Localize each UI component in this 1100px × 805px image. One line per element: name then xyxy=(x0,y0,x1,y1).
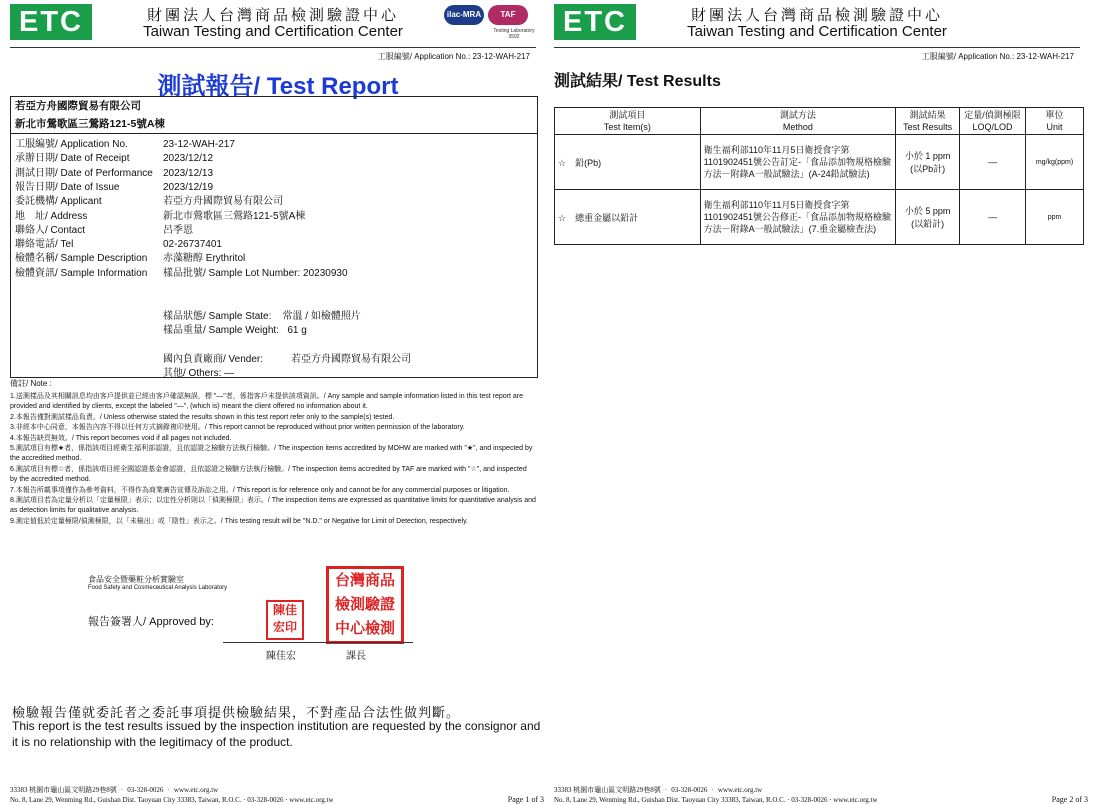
company-address: 新北市鶯歌區三鶯路121-5號A棟 xyxy=(11,115,537,134)
official-seal: 台灣商品檢測驗證中心檢測 xyxy=(326,566,404,644)
cell-method: 衛生福利部110年11月5日衛授食字第1101902451號公告修正-「食品添加物規格檢驗方法－附錄A一般試驗法」(7.重金屬檢查法) xyxy=(700,190,896,245)
cell-method: 衛生福利部110年11月5日衛授食字第1101902451號公告訂定-「食品添加物規格檢驗方法－附錄A一般試驗法」(A-24鉛試驗法) xyxy=(700,135,896,190)
info-row: 報告日期/ Date of Issue 2023/12/19 xyxy=(15,181,214,193)
note-label: 備註/ Note : xyxy=(10,379,52,388)
disclaimer-en: This report is the test results issued by the inspection institution are requested by the consignor and it is no relationship with the legitimacy of the product. xyxy=(12,719,541,749)
org-name-en: Taiwan Testing and Certification Center xyxy=(143,23,403,40)
info-row: 工服編號/ Application No. 23-12-WAH-217 xyxy=(15,139,235,150)
sample-weight: 樣品重量/ Sample Weight: 61 g xyxy=(163,325,307,336)
taf-lab-number: Testing Laboratory 3592 xyxy=(493,28,535,40)
org-name-zh: 財團法人台灣商品檢測驗證中心 xyxy=(146,6,399,24)
org-name-en: Taiwan Testing and Certification Center xyxy=(687,23,947,40)
approved-by-label: 報告簽署人/ Approved by: xyxy=(88,616,214,628)
footer-address: 33383 桃園市龜山區文明路29巷8號 ‧ 03-328-0026 ‧ www.etc.org.tw No. 8, Lane 29, Wenming Rd., Guishan Dist. Taoyuan City 33383, Taiwan, R.O.C. ‧ 03-328-0026 ‧ www.etc.org.tw xyxy=(10,786,334,804)
taf-logo: TAF xyxy=(488,5,528,25)
results-table xyxy=(554,107,1084,245)
note-item: 7.本報告所載事項僅作為參考資料，不得作為商業廣告宣傳及訴訟之用。/ This report is for reference only and cannot be for any commercial purposes or litigation. xyxy=(10,486,510,494)
lab-name-en: Food Safety and Cosmeceutical Analysis Laboratory xyxy=(88,585,228,591)
cell-loq: — xyxy=(960,190,1026,245)
note-item: 8.測試項目若為定量分析以「定量極限」表示；以定性分析則以「偵測極限」表示。/ The inspection items are expressed as quantitative limits for quantitative analysis and as detection limits for qualitative analysis. xyxy=(10,497,536,515)
info-row: 承辦日期/ Date of Receipt 2023/12/12 xyxy=(15,153,214,165)
footer-address: 33383 桃園市龜山區文明路29巷8號 ‧ 03-328-0026 ‧ www.etc.org.tw No. 8, Lane 29, Wenming Rd., Guishan Dist. Taoyuan City 33383, Taiwan, R.O.C. ‧ 03-328-0026 ‧ www.etc.org.tw xyxy=(554,786,878,804)
info-row: 委託機構/ Applicant 若亞方舟國際貿易有限公司 xyxy=(15,196,283,208)
cell-unit: mg/kg(ppm) xyxy=(1026,135,1084,190)
info-row: 檢體資訊/ Sample Information 樣品批號/ Sample Lot Number: 20230930 xyxy=(15,267,348,279)
info-row: 測試日期/ Date of Performance 2023/12/13 xyxy=(15,167,214,179)
company-name: 若亞方舟國際貿易有限公司 xyxy=(15,100,141,112)
sample-state: 樣品狀態/ Sample State: 常溫 / 如檢體照片 xyxy=(163,311,361,322)
header-divider xyxy=(10,47,536,48)
signatory-title: 課長 xyxy=(346,651,366,662)
etc-logo: ETC xyxy=(10,4,92,40)
column-header: 測試項目 Test Item(s) xyxy=(555,108,701,135)
column-header: 測試方法 Method xyxy=(700,108,896,135)
page-number: Page 2 of 3 xyxy=(1051,795,1088,804)
table-row xyxy=(555,135,1084,190)
note-item: 2.本報告僅對測試樣品負責。/ Unless otherwise stated the results shown in this test report refer only to the sample(s) tested. xyxy=(10,413,395,421)
note-item: 1.送測樣品及其相關訊息均由客戶提供並已經由客戶確認無誤，標 "—"者，係指客戶未提供該項資訊。/ Any sample and sample information listed in this test report are provided and identified by clients, except the labeled "—", (which is) meant the client offered no information about it. xyxy=(10,393,523,411)
note-item: 5.測試項目有標★者，係指該項目經衛生福利部認證，且依認證之檢驗方法執行檢驗。/ The inspection items accredited by MOHW are marked with "★", and inspected by the accredited method. xyxy=(10,445,533,463)
report-info-box xyxy=(10,96,538,378)
results-title: 測試結果/ Test Results xyxy=(554,73,721,90)
cell-item: ☆ 總重金屬以鉛計 xyxy=(555,190,701,245)
note-item: 4.本報告缺頁無效。/ This report becomes void if all pages not included. xyxy=(10,434,232,442)
cell-result: 小於 1 ppm (以Pb計) xyxy=(896,135,960,190)
application-number: 工服編號/ Application No.: 23-12-WAH-217 xyxy=(377,52,530,61)
info-row: 聯絡電話/ Tel 02-26737401 xyxy=(15,239,222,251)
notes-list xyxy=(10,392,536,527)
report-title: 測試報告/ Test Report xyxy=(157,73,399,100)
lab-name-zh: 食品安全暨藥粧分析實驗室 xyxy=(88,575,184,584)
note-item: 6.測試項目有標☆者，係指該項目經全國認證基金會認證，且依認證之檢驗方法執行檢驗。/ The inspection items accredited by TAF are marked with "☆", and inspected by the accredited method. xyxy=(10,465,527,484)
report-page-1 xyxy=(8,0,548,805)
signatory-seal: 陳佳宏印 xyxy=(266,600,304,640)
ilac-mra-logo: ilac-MRA xyxy=(444,5,484,25)
info-row: 地 址/ Address 新北市鶯歌區三鶯路121-5號A棟 xyxy=(15,210,306,222)
report-page-2 xyxy=(552,0,1092,805)
cell-result: 小於 5 ppm (以鉛計) xyxy=(896,190,960,245)
info-row: 檢體名稱/ Sample Description 赤藻糖醇 Erythritol xyxy=(15,253,246,265)
signatory-name: 陳佳宏 xyxy=(266,651,296,662)
application-number: 工服編號/ Application No.: 23-12-WAH-217 xyxy=(921,52,1074,61)
table-row xyxy=(555,190,1084,245)
disclaimer-zh: 檢驗報告僅就委託者之委託事項提供檢驗結果，不對產品合法性做判斷。 xyxy=(12,706,461,721)
column-header: 定量/偵測極限 LOQ/LOD xyxy=(960,108,1026,135)
others: 其他/ Others: — xyxy=(163,368,235,379)
header-divider xyxy=(554,47,1080,48)
org-name-zh: 財團法人台灣商品檢測驗證中心 xyxy=(690,6,943,24)
cell-item: ☆ 鉛(Pb) xyxy=(555,135,701,190)
info-row: 聯絡人/ Contact 呂季恩 xyxy=(15,224,193,236)
note-item: 9.測定值低於定量極限/偵測極限，以「未檢出」或「陰性」表示之。/ This testing result will be "N.D." or Negative for Limit of Detection, respectively. xyxy=(10,517,468,525)
column-header: 單位 Unit xyxy=(1026,108,1084,135)
vender: 國內負責廠商/ Vender: 若亞方舟國際貿易有限公司 xyxy=(163,354,411,365)
etc-logo: ETC xyxy=(554,4,636,40)
accreditation-badges xyxy=(444,4,535,40)
signature-line xyxy=(223,642,413,643)
column-header: 測試結果 Test Results xyxy=(896,108,960,135)
note-item: 3.非經本中心同意，本報告內容不得以任何方式摘錄複印使用。/ This report cannot be reproduced without prior written permission of the laboratory. xyxy=(10,424,465,432)
page-number: Page 1 of 3 xyxy=(507,795,544,804)
results-header-row xyxy=(555,108,1084,135)
cell-unit: ppm xyxy=(1026,190,1084,245)
cell-loq: — xyxy=(960,135,1026,190)
